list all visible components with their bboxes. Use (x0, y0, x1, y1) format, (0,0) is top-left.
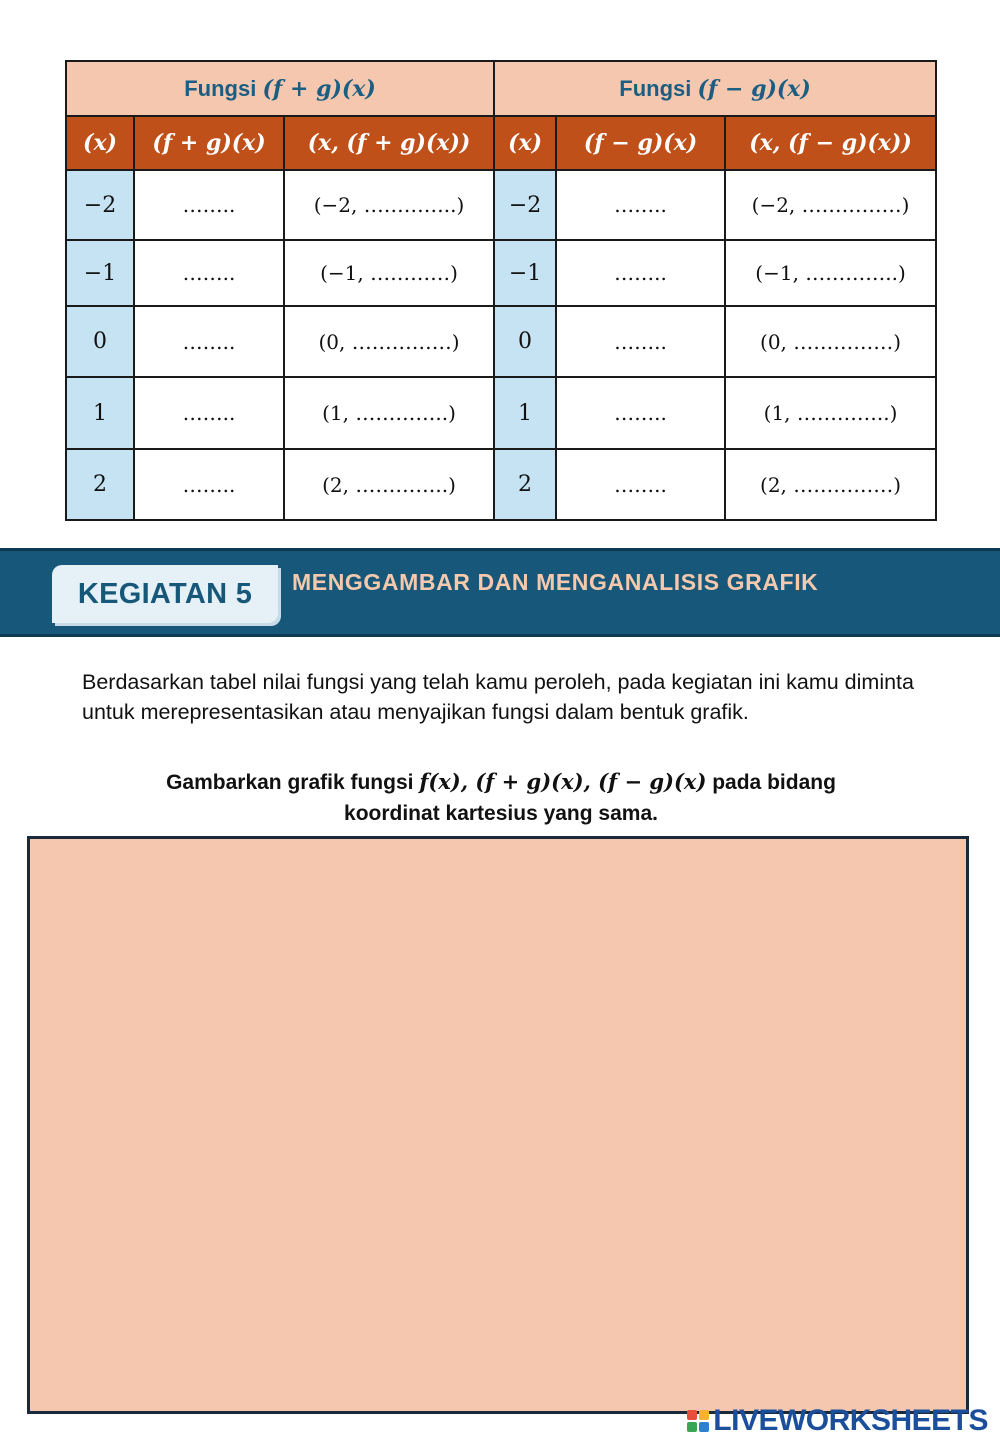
logo-square-green (687, 1422, 697, 1432)
sum-value-blank[interactable]: …….. (134, 240, 284, 306)
x-value-left: 2 (66, 449, 134, 520)
diff-value-blank[interactable]: …….. (556, 377, 725, 449)
sum-pair-blank[interactable]: (1, …………..) (284, 377, 494, 449)
function-value-table (65, 60, 937, 521)
sum-value-blank[interactable]: …….. (134, 306, 284, 377)
diff-pair-blank[interactable]: (0, ……………) (725, 306, 936, 377)
diff-value-blank[interactable]: …….. (556, 240, 725, 306)
group-header-sum (66, 61, 494, 116)
liveworksheets-logo-icon (687, 1410, 709, 1432)
graph-drawing-area[interactable] (27, 836, 969, 1414)
x-value-left: −1 (66, 240, 134, 306)
group-header-diff (494, 61, 936, 116)
col-header-diff-value: (f − g)(x) (556, 116, 725, 170)
logo-square-red (687, 1410, 697, 1420)
intro-paragraph: Berdasarkan tabel nilai fungsi yang telah kamu peroleh, pada kegiatan ini kamu diminta untuk merepresentasikan atau menyajikan fungsi dalam bentuk grafik. (82, 669, 914, 724)
col-header-diff-pair: (x, (f − g)(x)) (725, 116, 936, 170)
diff-pair-blank[interactable]: (2, ……………) (725, 449, 936, 520)
sum-pair-blank[interactable]: (2, …………..) (284, 449, 494, 520)
table-row (66, 449, 936, 520)
logo-square-blue (699, 1422, 709, 1432)
liveworksheets-wordmark: LIVEWORKSHEETS (713, 1404, 988, 1437)
activity-badge: KEGIATAN 5 (52, 565, 278, 623)
x-value-right: 0 (494, 306, 556, 377)
table-row (66, 306, 936, 377)
diff-pair-blank[interactable]: (−1, …………..) (725, 240, 936, 306)
liveworksheets-watermark (687, 1404, 988, 1438)
group-header-sum-math: (f + g)(x) (262, 75, 376, 102)
sum-value-blank[interactable]: …….. (134, 377, 284, 449)
diff-value-blank[interactable]: …….. (556, 306, 725, 377)
instruction-line-2: koordinat kartesius yang sama. (344, 802, 658, 825)
x-value-left: −2 (66, 170, 134, 240)
sum-value-blank[interactable]: …….. (134, 170, 284, 240)
group-header-row (66, 61, 936, 116)
group-header-diff-prefix: Fungsi (619, 75, 698, 101)
diff-value-blank[interactable]: …….. (556, 170, 725, 240)
logo-square-yellow (699, 1410, 709, 1420)
diff-pair-blank[interactable]: (1, …………..) (725, 377, 936, 449)
table-row (66, 377, 936, 449)
column-header-row (66, 116, 936, 170)
diff-value-blank[interactable]: …….. (556, 449, 725, 520)
sum-value-blank[interactable]: …….. (134, 449, 284, 520)
sum-pair-blank[interactable]: (−1, …………) (284, 240, 494, 306)
table-row (66, 240, 936, 306)
col-header-x-left: (x) (66, 116, 134, 170)
group-header-diff-math: (f − g)(x) (697, 75, 811, 102)
instruction-tail: pada bidang (706, 771, 836, 794)
x-value-right: −1 (494, 240, 556, 306)
x-value-right: 2 (494, 449, 556, 520)
group-header-sum-prefix: Fungsi (184, 75, 263, 101)
sum-pair-blank[interactable]: (0, ……………) (284, 306, 494, 377)
instruction-text (80, 766, 922, 829)
x-value-left: 0 (66, 306, 134, 377)
col-header-sum-value: (f + g)(x) (134, 116, 284, 170)
table-row (66, 170, 936, 240)
activity-banner (0, 548, 1000, 637)
col-header-x-right: (x) (494, 116, 556, 170)
x-value-right: −2 (494, 170, 556, 240)
col-header-sum-pair: (x, (f + g)(x)) (284, 116, 494, 170)
diff-pair-blank[interactable]: (−2, ……………) (725, 170, 936, 240)
activity-title: MENGGAMBAR DAN MENGANALISIS GRAFIK (292, 569, 819, 595)
instruction-math: f(x), (f + g)(x), (f − g)(x) (419, 769, 707, 794)
sum-pair-blank[interactable]: (−2, …………..) (284, 170, 494, 240)
x-value-left: 1 (66, 377, 134, 449)
x-value-right: 1 (494, 377, 556, 449)
instruction-lead: Gambarkan grafik fungsi (166, 771, 420, 794)
